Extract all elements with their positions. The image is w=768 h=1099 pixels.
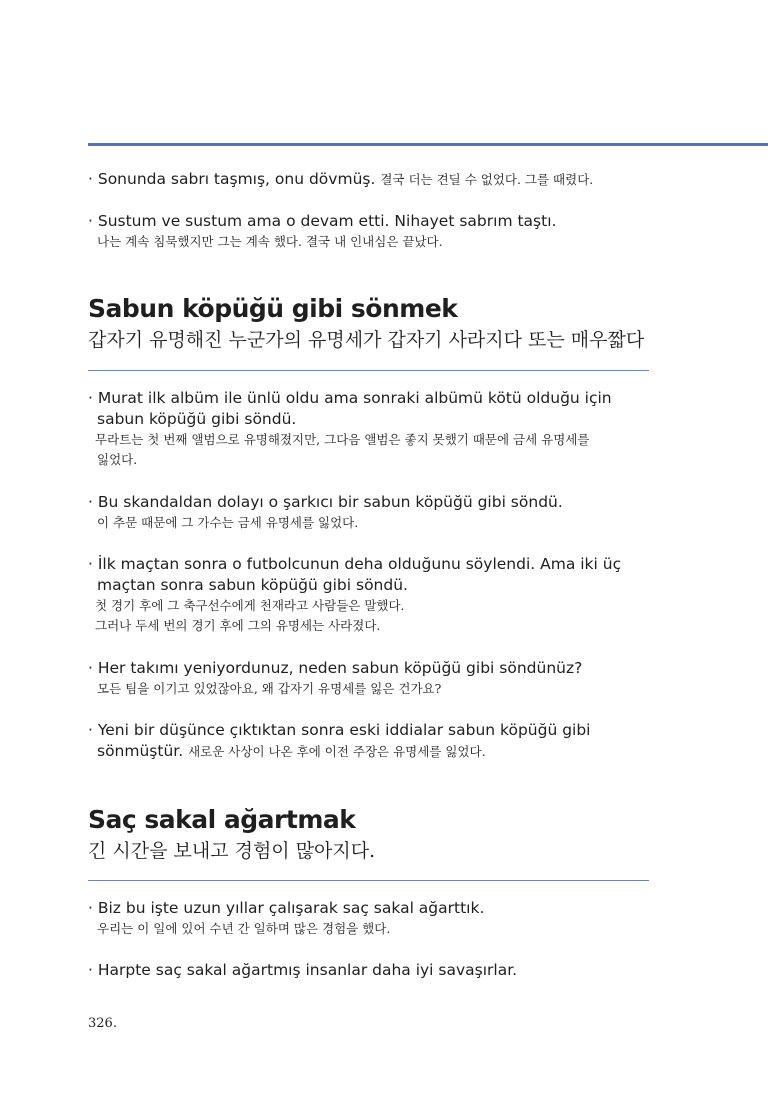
section1-example-4	[88, 658, 648, 699]
top-rule	[88, 143, 768, 146]
page-number: 326.	[88, 1016, 117, 1031]
example-line	[88, 169, 648, 190]
idiom-title: Sabun köpüğü gibi sönmek	[88, 294, 458, 323]
korean-translation: 새로운 사상이 나온 후에 이전 주장은 유명세를 잃었다.	[188, 744, 486, 759]
turkish-sentence-cont: sönmüştür.	[97, 742, 184, 760]
section-divider	[88, 880, 649, 881]
section2-example-2	[88, 960, 648, 981]
turkish-sentence: · Bu skandaldan dolayı o şarkıcı bir sabun köpüğü gibi söndü.	[88, 493, 563, 511]
turkish-sentence: · Biz bu işte uzun yıllar çalışarak saç sakal ağarttık.	[88, 899, 485, 917]
korean-translation: 무라트는 첫 번째 앨범으로 유명해졌지만, 그다음 앨범은 좋지 못했기 때문에 금세 유명세를	[95, 432, 590, 447]
korean-translation: 나는 계속 침묵했지만 그는 계속 했다. 결국 내 인내심은 끝났다.	[97, 234, 443, 249]
section2-example-1	[88, 898, 648, 939]
idiom-meaning: 갑자기 유명해진 누군가의 유명세가 갑자기 사라지다 또는 매우짧다	[88, 329, 645, 351]
turkish-sentence-cont: maçtan sonra sabun köpüğü gibi söndü.	[97, 576, 408, 594]
section1-example-1	[88, 388, 648, 470]
korean-translation: 우리는 이 일에 있어 수년 간 일하며 많은 경험을 했다.	[97, 921, 391, 936]
intro-example-2	[88, 211, 648, 252]
korean-translation: 이 추문 때문에 그 가수는 금세 유명세를 잃었다.	[97, 515, 359, 530]
turkish-sentence: · İlk maçtan sonra o futbolcunun deha olduğunu söylendi. Ama iki üç	[88, 555, 622, 573]
section1-example-3	[88, 554, 648, 636]
korean-translation-cont: 잃었다.	[97, 452, 138, 467]
korean-translation: 모든 팀을 이기고 있었잖아요, 왜 갑자기 유명세를 잃은 건가요?	[97, 681, 442, 696]
turkish-sentence: · Sustum ve sustum ama o devam etti. Nihayet sabrım taştı.	[88, 212, 557, 230]
korean-translation: 결국 더는 견딜 수 없었다. 그를 때렸다.	[380, 172, 594, 187]
intro-example-1	[88, 169, 648, 190]
example-line	[88, 741, 648, 762]
turkish-sentence: · Yeni bir düşünce çıktıktan sonra eski iddialar sabun köpüğü gibi	[88, 721, 591, 739]
section-divider	[88, 370, 649, 371]
section1-example-2	[88, 492, 648, 533]
idiom-title: Saç sakal ağartmak	[88, 805, 356, 834]
section1-example-5	[88, 720, 648, 762]
turkish-sentence: · Murat ilk albüm ile ünlü oldu ama sonraki albümü kötü olduğu için	[88, 389, 612, 407]
idiom-meaning: 긴 시간을 보내고 경험이 많아지다.	[88, 840, 376, 862]
turkish-sentence: · Her takımı yeniyordunuz, neden sabun köpüğü gibi söndünüz?	[88, 659, 583, 677]
korean-translation-cont: 그러나 두세 번의 경기 후에 그의 유명세는 사라졌다.	[95, 618, 381, 633]
korean-translation: 첫 경기 후에 그 축구선수에게 천재라고 사람들은 말했다.	[95, 598, 405, 613]
turkish-sentence: · Harpte saç sakal ağartmış insanlar daha iyi savaşırlar.	[88, 961, 518, 979]
turkish-sentence-cont: sabun köpüğü gibi söndü.	[97, 410, 297, 428]
turkish-sentence: · Sonunda sabrı taşmış, onu dövmüş.	[88, 170, 376, 188]
